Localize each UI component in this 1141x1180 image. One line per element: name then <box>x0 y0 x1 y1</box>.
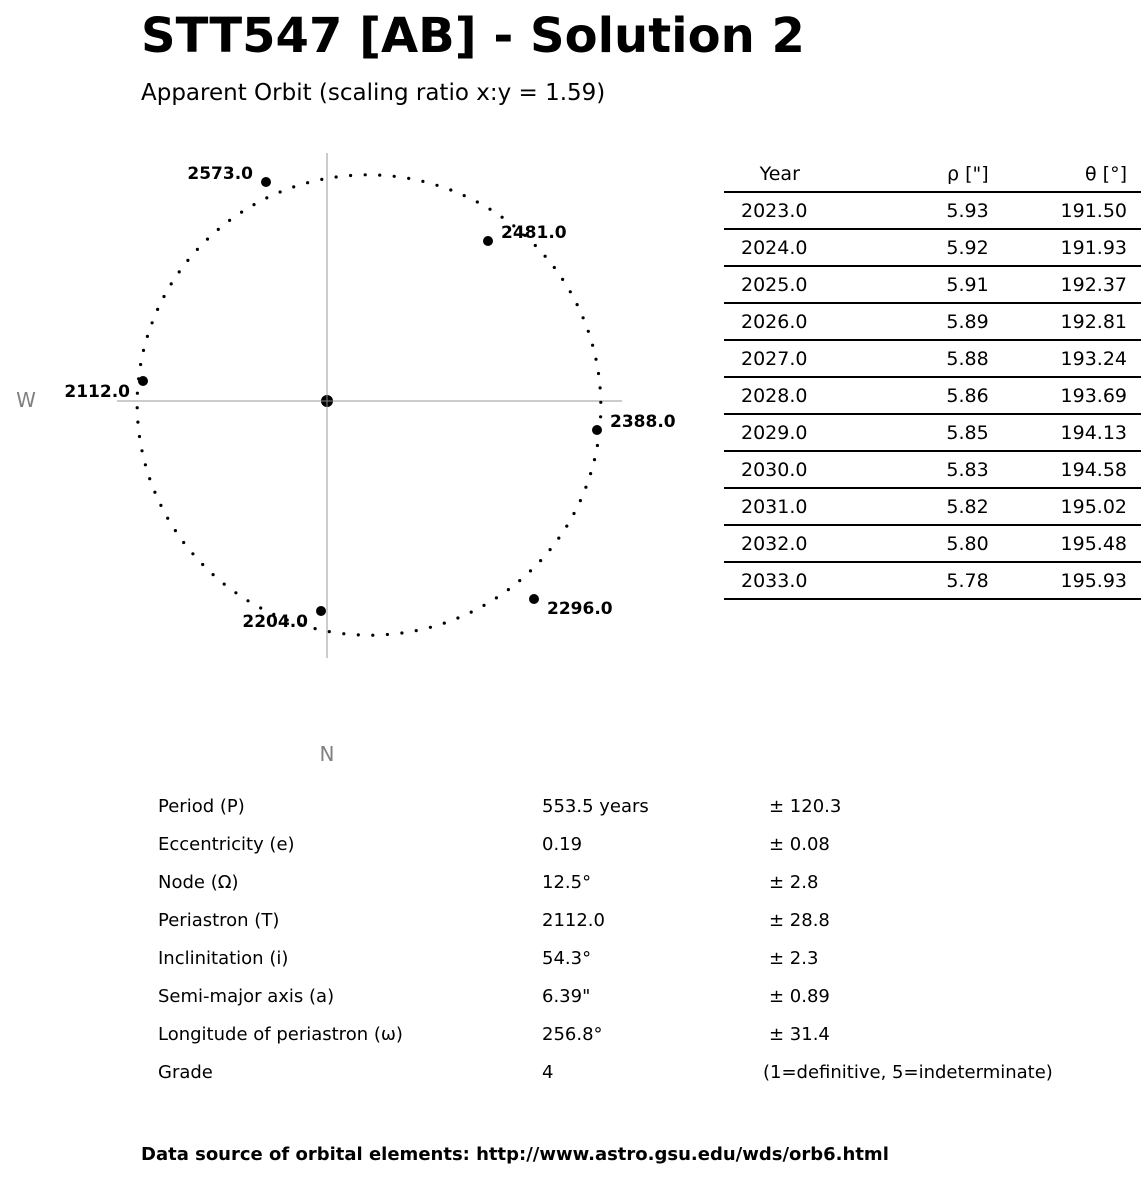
orbit-dot <box>142 349 145 352</box>
element-name: Inclinitation (i) <box>158 948 289 969</box>
element-value: 256.8° <box>542 1024 603 1045</box>
element-name: Period (P) <box>158 796 245 817</box>
table-row <box>724 488 1141 525</box>
orbit-dot <box>166 517 169 520</box>
table-row <box>724 525 1141 562</box>
orbit-dot <box>507 588 510 591</box>
orbit-dot <box>572 512 575 515</box>
element-error: ± 28.8 <box>769 910 830 931</box>
table-row <box>724 340 1141 377</box>
orbit-dot <box>201 563 204 566</box>
orbit-dot <box>518 579 521 582</box>
cell-rho: 5.88 <box>886 340 999 377</box>
orbit-dot <box>342 632 345 635</box>
orbit-dot <box>589 472 592 475</box>
cell-theta: 194.58 <box>999 451 1141 488</box>
orbit-dot <box>136 406 139 409</box>
cell-year: 2026.0 <box>724 303 886 340</box>
orbit-dot <box>159 504 162 507</box>
epoch-point-2296 <box>529 594 539 604</box>
orbit-dot <box>335 175 338 178</box>
orbit-dot <box>561 278 564 281</box>
orbit-dot <box>234 591 237 594</box>
orbit-dot <box>217 228 220 231</box>
table-row <box>724 414 1141 451</box>
orbit-dot <box>415 629 418 632</box>
orbit-dot <box>140 449 143 452</box>
page-title: STT547 [AB] - Solution 2 <box>141 8 805 64</box>
orbit-dot <box>557 537 560 540</box>
orbit-dot <box>501 216 504 219</box>
orbit-dot <box>170 282 173 285</box>
column-header-rho: ρ ["] <box>886 156 999 192</box>
orbit-dot <box>534 244 537 247</box>
orbit-dot <box>259 606 262 609</box>
table-row <box>724 303 1141 340</box>
orbit-dot <box>182 541 185 544</box>
orbit-dot <box>186 259 189 262</box>
element-error: ± 31.4 <box>769 1024 830 1045</box>
orbit-dot <box>599 386 602 389</box>
orbit-dot <box>407 177 410 180</box>
orbit-dot <box>488 208 491 211</box>
orbit-dot <box>139 363 142 366</box>
cell-rho: 5.89 <box>886 303 999 340</box>
orbit-dot <box>240 211 243 214</box>
orbit-dot <box>539 559 542 562</box>
cell-rho: 5.82 <box>886 488 999 525</box>
epoch-label-2481: 2481.0 <box>501 223 567 243</box>
cell-theta: 192.81 <box>999 303 1141 340</box>
orbit-dot <box>584 486 587 489</box>
orbit-dot <box>449 188 452 191</box>
orbit-dot <box>357 633 360 636</box>
orbit-plot <box>0 0 700 780</box>
cell-year: 2024.0 <box>724 229 886 266</box>
epoch-point-2112 <box>138 376 148 386</box>
orbit-dot <box>265 196 268 199</box>
orbit-dot <box>292 185 295 188</box>
cell-rho: 5.83 <box>886 451 999 488</box>
orbit-dot <box>544 255 547 258</box>
orbit-dot <box>349 174 352 177</box>
element-name: Longitude of periastron (ω) <box>158 1024 403 1045</box>
orbit-dot <box>191 552 194 555</box>
table-row <box>724 562 1141 599</box>
orbit-dot <box>435 184 438 187</box>
cell-year: 2033.0 <box>724 562 886 599</box>
element-error: ± 2.8 <box>769 872 819 893</box>
orbit-dot <box>463 194 466 197</box>
orbit-dot <box>153 491 156 494</box>
epoch-label-2112: 2112.0 <box>64 382 130 402</box>
orbit-dot <box>144 463 147 466</box>
data-source-note: Data source of orbital elements: http://www.astro.gsu.edu/wds/orb6.html <box>141 1144 889 1165</box>
compass-north-label: N <box>319 742 335 766</box>
epoch-point-2481 <box>483 236 493 246</box>
orbit-dot <box>400 631 403 634</box>
element-value: 2112.0 <box>542 910 605 931</box>
element-name: Eccentricity (e) <box>158 834 295 855</box>
orbit-dot <box>148 477 151 480</box>
element-error: ± 0.08 <box>769 834 830 855</box>
orbit-dot <box>565 525 568 528</box>
orbit-dot <box>138 435 141 438</box>
orbit-dot <box>393 175 396 178</box>
cell-year: 2028.0 <box>724 377 886 414</box>
epoch-label-2204: 2204.0 <box>242 612 308 632</box>
orbit-dot <box>178 270 181 273</box>
cell-year: 2029.0 <box>724 414 886 451</box>
orbit-dot <box>599 401 602 404</box>
orbit-dot <box>599 415 602 418</box>
cell-theta: 195.93 <box>999 562 1141 599</box>
cell-year: 2031.0 <box>724 488 886 525</box>
cell-year: 2032.0 <box>724 525 886 562</box>
orbit-dot <box>569 290 572 293</box>
orbit-dot <box>156 308 159 311</box>
orbit-dot <box>228 219 231 222</box>
element-value: 12.5° <box>542 872 592 893</box>
cell-theta: 192.37 <box>999 266 1141 303</box>
epoch-label-2573: 2573.0 <box>187 164 253 184</box>
cell-rho: 5.91 <box>886 266 999 303</box>
orbit-dot <box>279 190 282 193</box>
cell-theta: 191.93 <box>999 229 1141 266</box>
cell-theta: 193.69 <box>999 377 1141 414</box>
orbit-dot <box>314 627 317 630</box>
orbit-dot <box>582 316 585 319</box>
cell-theta: 195.02 <box>999 488 1141 525</box>
cell-rho: 5.93 <box>886 192 999 229</box>
cell-year: 2030.0 <box>724 451 886 488</box>
orbit-dot <box>421 180 424 183</box>
cell-year: 2027.0 <box>724 340 886 377</box>
element-error: ± 2.3 <box>769 948 819 969</box>
cell-theta: 193.24 <box>999 340 1141 377</box>
orbit-dot <box>587 330 590 333</box>
element-error: ± 120.3 <box>769 796 842 817</box>
element-error: (1=definitive, 5=indeterminate) <box>763 1062 1053 1083</box>
orbit-dot <box>246 599 249 602</box>
column-header-year: Year <box>724 156 886 192</box>
cell-rho: 5.92 <box>886 229 999 266</box>
orbit-dot <box>553 266 556 269</box>
orbit-dot <box>306 181 309 184</box>
element-name: Periastron (T) <box>158 910 280 931</box>
epoch-point-2204 <box>316 606 326 616</box>
cell-year: 2025.0 <box>724 266 886 303</box>
element-value: 6.39" <box>542 986 591 1007</box>
orbit-dot <box>371 634 374 637</box>
element-name: Node (Ω) <box>158 872 239 893</box>
orbit-dot <box>146 335 149 338</box>
orbit-dot <box>495 596 498 599</box>
epoch-point-2573 <box>261 177 271 187</box>
ephemeris-header-row <box>724 156 1141 192</box>
orbit-dot <box>386 633 389 636</box>
orbit-dot <box>252 203 255 206</box>
orbit-dot <box>206 238 209 241</box>
orbit-dot <box>364 173 367 176</box>
orbit-dot <box>596 444 599 447</box>
epoch-point-2388 <box>592 425 602 435</box>
cell-theta: 195.48 <box>999 525 1141 562</box>
orbit-dot <box>591 344 594 347</box>
orbit-dot <box>328 630 331 633</box>
orbit-dot <box>576 303 579 306</box>
orbit-dot <box>579 499 582 502</box>
cell-year: 2023.0 <box>724 192 886 229</box>
cell-rho: 5.85 <box>886 414 999 451</box>
orbit-dot <box>174 529 177 532</box>
epoch-label-2388: 2388.0 <box>610 412 676 432</box>
orbit-dot <box>456 616 459 619</box>
orbit-dot <box>212 573 215 576</box>
table-row <box>724 377 1141 414</box>
orbit-dot <box>320 178 323 181</box>
orbit-dot <box>162 295 165 298</box>
cell-theta: 191.50 <box>999 192 1141 229</box>
element-value: 0.19 <box>542 834 583 855</box>
element-value: 553.5 years <box>542 796 649 817</box>
orbit-dot <box>429 626 432 629</box>
orbit-dot <box>549 548 552 551</box>
element-error: ± 0.89 <box>769 986 830 1007</box>
orbit-dot <box>476 200 479 203</box>
element-value: 4 <box>542 1062 554 1083</box>
element-name: Semi-major axis (a) <box>158 986 335 1007</box>
cell-rho: 5.80 <box>886 525 999 562</box>
table-row <box>724 229 1141 266</box>
element-name: Grade <box>158 1062 213 1083</box>
orbit-dot <box>593 458 596 461</box>
orbit-dot <box>482 604 485 607</box>
table-row <box>724 266 1141 303</box>
orbit-dot <box>470 611 473 614</box>
orbit-dot <box>597 372 600 375</box>
cell-rho: 5.78 <box>886 562 999 599</box>
orbit-dot <box>223 583 226 586</box>
element-value: 54.3° <box>542 948 592 969</box>
compass-west-label: W <box>16 388 36 412</box>
orbit-dot <box>443 622 446 625</box>
chart-subtitle: Apparent Orbit (scaling ratio x:y = 1.59) <box>141 80 606 106</box>
column-header-theta: θ [°] <box>999 156 1141 192</box>
cell-rho: 5.86 <box>886 377 999 414</box>
table-row <box>724 451 1141 488</box>
orbit-dot <box>136 421 139 424</box>
cell-theta: 194.13 <box>999 414 1141 451</box>
orbit-dot <box>529 569 532 572</box>
orbit-dot <box>594 358 597 361</box>
orbit-dot <box>136 392 139 395</box>
table-row <box>724 192 1141 229</box>
orbit-dot <box>196 248 199 251</box>
orbit-dot <box>378 174 381 177</box>
ephemeris-table <box>724 156 1141 600</box>
orbit-dot <box>151 321 154 324</box>
epoch-label-2296: 2296.0 <box>547 599 613 619</box>
